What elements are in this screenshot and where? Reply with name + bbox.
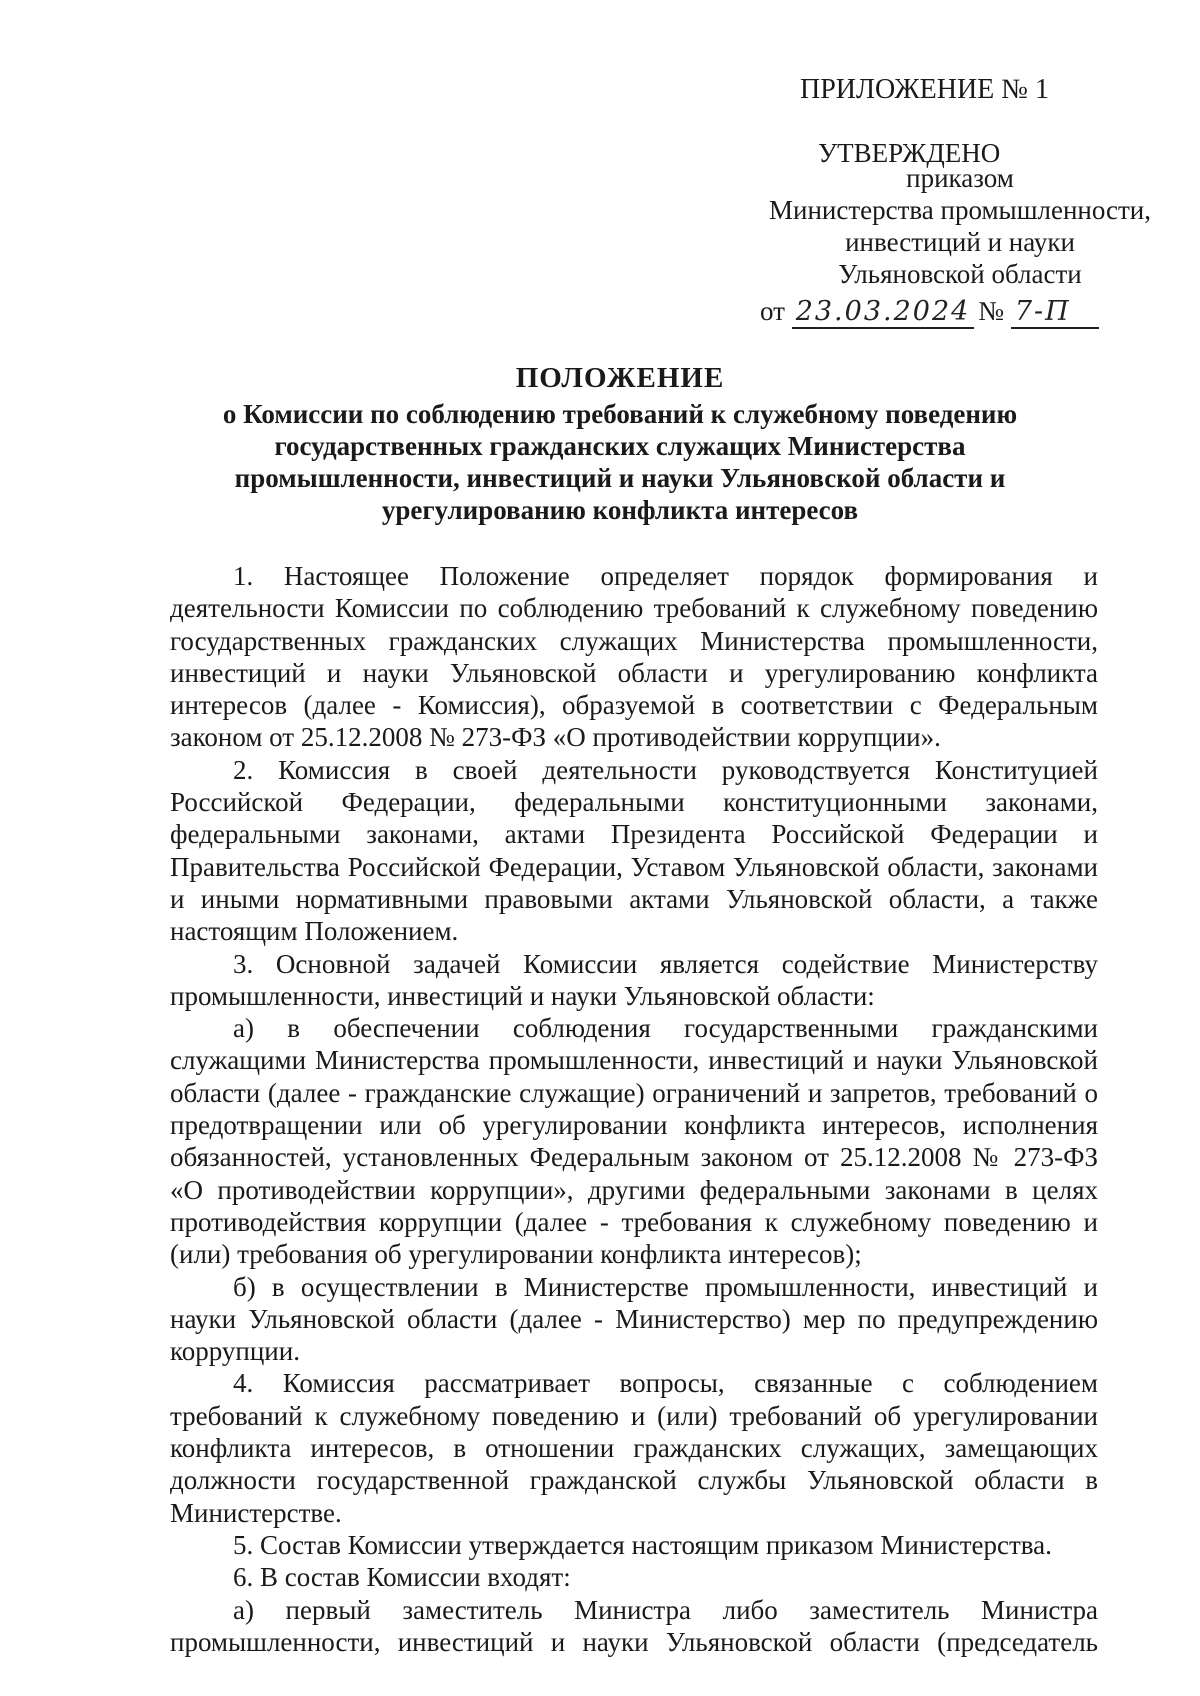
document-subtitle: о Комиссии по соблюдению требований к служебному поведению государственных гражданских служащих Министерства промышленности, инвестиций и науки Ульяновской области и урегулированию конфликта интересов [222, 399, 1018, 525]
approver-line: Министерства промышленности, [769, 195, 1151, 225]
handwritten-number: 7-П [1011, 296, 1099, 329]
paragraph: 1. Настоящее Положение определяет порядок формирования и деятельности Комиссии по соблюдению требований к служебному поведению государственных гражданских служащих Министерства промышленности, инвестиций и науки Ульяновской области и урегулированию конфликта интересов (далее - Комиссия), образуемой в соответствии с Федеральным законом от 25.12.2008 № 273-ФЗ «О противодействии коррупции». [170, 561, 1098, 753]
paragraph: б) в осуществлении в Министерстве промышленности, инвестиций и науки Ульяновской области (далее - Министерство) мер по предупреждению коррупции. [170, 1271, 1098, 1367]
approver-line: Ульяновской области [838, 259, 1082, 289]
number-prefix: № [978, 296, 1005, 326]
approved-label: УТВЕРЖДЕНО [818, 138, 1001, 168]
document-title: ПОЛОЖЕНИЕ [515, 362, 725, 394]
approver-line: инвестиций и науки [845, 227, 1075, 257]
paragraph: 4. Комиссия рассматривает вопросы, связанные с соблюдением требований к служебному поведению и (или) требований об урегулировании конфликта интересов, в отношении гражданских служащих, замещающих должности государственной гражданской службы Ульяновской области в Министерстве. [170, 1368, 1098, 1528]
paragraph: 6. В состав Комиссии входят: [233, 1562, 571, 1593]
appendix-label: ПРИЛОЖЕНИЕ № 1 [800, 74, 1049, 105]
handwritten-date: 23.03.2024 [792, 296, 975, 329]
paragraph: 3. Основной задачей Комиссии является содействие Министерству промышленности, инвестиций и науки Ульяновской области: [170, 948, 1098, 1011]
date-prefix: от [760, 296, 785, 326]
order-date-line [760, 296, 1099, 329]
document-body [170, 560, 1098, 1658]
paragraph: 5. Состав Комиссии утверждается настоящим приказом Министерства. [233, 1529, 1052, 1560]
paragraph: а) в обеспечении соблюдения государственными гражданскими служащими Министерства промышленности, инвестиций и науки Ульяновской области (далее - гражданские служащие) ограничений и запретов, требований о предотвращении или об урегулировании конфликта интересов, исполнения обязанностей, установленных Федеральным законом от 25.12.2008 № 273-ФЗ «О противодействии коррупции», другими федеральными законами в целях противодействия коррупции (далее - требования к служебному поведению и (или) требования об урегулировании конфликта интересов); [170, 1013, 1098, 1270]
approver-line: приказом [906, 163, 1014, 193]
paragraph: а) первый заместитель Министра либо заместитель Министра промышленности, инвестиций и науки Ульяновской области (председатель [170, 1594, 1098, 1657]
paragraph: 2. Комиссия в своей деятельности руководствуется Конституцией Российской Федерации, федеральными конституционными законами, федеральными законами, актами Президента Российской Федерации и Правительства Российской Федерации, Уставом Ульяновской области, законами и иными нормативными правовыми актами Ульяновской области, а также настоящим Положением. [170, 754, 1098, 947]
